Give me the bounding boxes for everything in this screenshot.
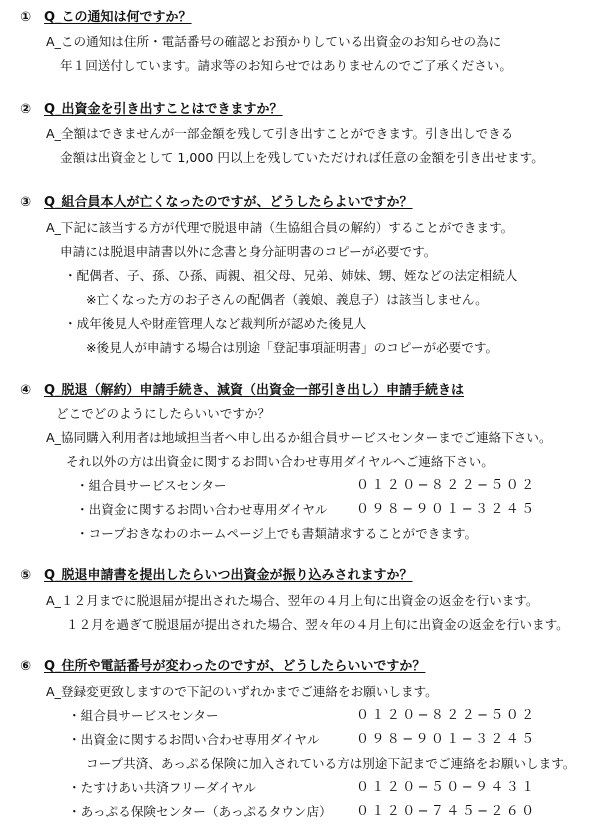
q3-note: ※後見人が申請する場合は別途「登記事項証明書」のコピーが必要です。 (86, 340, 499, 355)
q6-answer-line: A_登録変更致しますので下記のいずれかまでご連絡をお願いします。 (46, 684, 438, 699)
q3-bullet: ・配偶者、子、孫、ひ孫、両親、祖父母、兄弟、姉妹、甥、姪などの法定相続人 (64, 268, 518, 283)
q6-contact-label: ・あっぷる保険センター（あっぷるタウン店） (68, 804, 332, 819)
q2-answer-line: A_全額はできませんが一部金額を残して引き出すことができます。引き出しできる (46, 126, 514, 141)
q6-contact-label: ・組合員サービスセンター (68, 708, 219, 723)
q6-contact-phone: ０９８−９０１−３２４５ (356, 732, 537, 747)
q3-question: Q_組合員本人が亡くなったのですが、どうしたらよいですか？ (44, 195, 413, 210)
q2-question: Q_出資金を引き出すことはできますか？ (44, 102, 283, 117)
q2-heading (20, 100, 283, 120)
q6-contact-label: ・出資金に関するお問い合わせ専用ダイヤル (68, 732, 320, 747)
q6-contact-label: ・たすけあい共済フリーダイヤル (68, 780, 257, 795)
q3-bullet: ・成年後見人や財産管理人など裁判所が認めた後見人 (64, 316, 367, 331)
q3-answer-line: 申請には脱退申請書以外に念書と身分証明書のコピーが必要です。 (60, 244, 437, 259)
q4-contact-phone: ０９８−９０１−３２４５ (356, 502, 537, 517)
q4-answer-line: それ以外の方は出資金に関するお問い合わせ専用ダイヤルへご連絡下さい。 (66, 454, 494, 469)
q5-heading (20, 566, 413, 586)
q4-contact-label: ・出資金に関するお問い合わせ専用ダイヤル (76, 502, 328, 517)
q5-answer-line: A_１２月までに脱退届が提出された場合、翌年の４月上旬に出資金の返金を行います。 (46, 593, 539, 608)
q1-question: Q_この通知は何ですか？ (44, 10, 192, 25)
q5-question: Q_脱退申請書を提出したらいつ出資金が振り込みされますか？ (44, 568, 413, 583)
q5-number: ⑤ (20, 568, 32, 583)
q1-answer-line: A_この通知は住所・電話番号の確認とお預かりしている出資金のお知らせの為に (46, 34, 502, 49)
q6-number: ⑥ (20, 659, 32, 674)
q1-answer-line: 年１回送付しています。請求等のお知らせではありませんのでご了承ください。 (60, 58, 512, 73)
q5-answer-line: １２月を過ぎて脱退届が提出された場合、翌々年の４月上旬に出資金の返金を行います。 (66, 617, 569, 632)
q6-answer-line: コープ共済、あっぷる保険に加入されている方は別途下記までご連絡をお願いします。 (86, 756, 576, 771)
q3-number: ③ (20, 195, 32, 210)
q1-number: ① (20, 10, 32, 25)
q3-note: ※亡くなった方のお子さんの配偶者（義娘、義息子）は該当しません。 (86, 292, 488, 307)
q3-heading (20, 193, 413, 213)
q2-answer-line: 金額は出資金として 1,000 円以上を残していただければ任意の金額を引き出せます。 (60, 150, 544, 165)
q6-question: Q_住所や電話番号が変わったのですが、どうしたらいいですか？ (44, 659, 426, 674)
q6-contact-phone: ０１２０−８２２−５０２ (356, 708, 537, 723)
q2-number: ② (20, 102, 32, 117)
q6-contact-phone: ０１２０−５０−９４３１ (356, 780, 537, 795)
q6-heading (20, 657, 425, 677)
q1-heading (20, 8, 192, 28)
q4-contact-phone: ０１２０−８２２−５０２ (356, 478, 537, 493)
q4-question: Q_脱退（解約）申請手続き、減資（出資金一部引き出し）申請手続きは (44, 383, 465, 398)
q4-question-continued: どこでどのようにしたらいいですか？ (56, 406, 271, 421)
q4-contact-label: ・組合員サービスセンター (76, 478, 227, 493)
q3-answer-line: A_下記に該当する方が代理で脱退申請（生協組合員の解約）することができます。 (46, 220, 514, 235)
q4-answer-line: A_協同購入利用者は地域担当者へ申し出るか組合員サービスセンターまでご連絡下さい。 (46, 430, 552, 445)
q4-number: ④ (20, 383, 32, 398)
q4-bullet: ・コープおきなわのホームページ上でも書類請求することができます。 (76, 526, 478, 541)
q4-heading (20, 381, 464, 401)
q6-contact-phone: ０１２０−７４５−２６０ (356, 804, 537, 819)
